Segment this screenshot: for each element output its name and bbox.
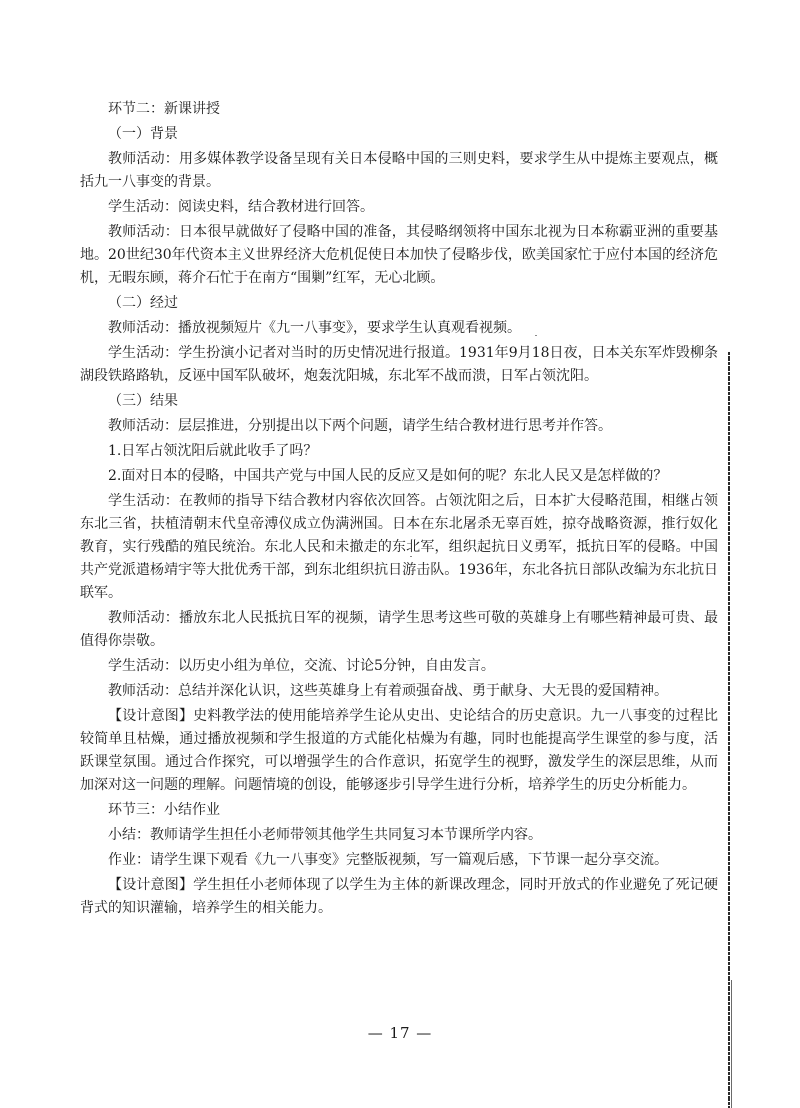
subheading-result: （三）结果 <box>108 393 178 409</box>
question-item: 1.日军占领沈阳后就此收手了吗？ <box>108 443 318 459</box>
paragraph: 作业：请学生课下观看《九一八事变》完整版视频，写一篇观后感，下节课一起分享交流。 <box>108 852 668 868</box>
paragraph: 学生活动：学生扮演小记者对当时的历史情况进行报道。1931年9月18日夜，日本关东军炸毁柳条湖段铁路路轨，反诬中国军队破坏，炮轰沈阳城，东北军不战而溃，日军占领沈阳。 <box>80 345 718 384</box>
page-number: — 17 — <box>367 1024 433 1042</box>
paragraph: 教师活动：播放视频短片《九一八事变》，要求学生认真观看视频。 <box>108 320 521 336</box>
paragraph: 教师活动：用多媒体教学设备呈现有关日本侵略中国的三则史料，要求学生从中提炼主要观点，概括九一八事变的背景。 <box>80 151 718 190</box>
paragraph: 教师活动：日本很早就做好了侵略中国的准备，其侵略纲领将中国东北视为日本称霸亚洲的重要基地。20世纪30年代资本主义世界经济大危机促使日本加快了侵略步伐，欧美国家忙于应付本国的经济危机，无暇东顾，蒋介石忙于在南方“围剿”红军，无心北顾。 <box>80 224 718 286</box>
paragraph: 教师活动：播放东北人民抵抗日军的视频，请学生思考这些可敬的英雄身上有哪些精神最可贵、最值得你崇敬。 <box>80 610 718 649</box>
design-intent: 【设计意图】史料教学法的使用能培养学生论从史出、史论结合的历史意识。九一八事变的过程比较简单且枯燥，通过播放视频和学生报道的方式能化枯燥为有趣，同时也能提高学生课堂的参与度，活跃课堂氛围。通过合作探究，可以增强学生的合作意识，拓宽学生的视野，激发学生的深层思维，从而加深对这一问题的理解。问题情境的创设，能够逐步引导学生进行分析，培养学生的历史分析能力。 <box>80 708 718 793</box>
scan-speck <box>410 556 412 557</box>
scan-edge-artifact <box>728 352 730 1108</box>
paragraph: 学生活动：阅读史料，结合教材进行回答。 <box>108 199 374 215</box>
scan-edge-artifact <box>731 980 732 1108</box>
subheading-background: （一）背景 <box>108 126 178 142</box>
paragraph: 小结：教师请学生担任小老师带领其他学生共同复习本节课所学内容。 <box>108 827 542 843</box>
document-body <box>80 98 718 922</box>
paragraph: 学生活动：在教师的指导下结合教材内容依次回答。占领沈阳之后，日本扩大侵略范围，相继占领东北三省，扶植清朝末代皇帝溥仪成立伪满洲国。日本在东北屠杀无辜百姓，掠夺战略资源，推行奴化教育，实行残酷的殖民统治。东北人民和未撤走的东北军，组织起抗日义勇军，抵抗日军的侵略。中国共产党派遣杨靖宇等大批优秀干部，到东北组织抗日游击队。1936年，东北各抗日部队改编为东北抗日联军。 <box>80 493 718 601</box>
paragraph: 教师活动：层层推进，分别提出以下两个问题，请学生结合教材进行思考并作答。 <box>108 418 612 434</box>
scan-speck <box>535 335 537 336</box>
paragraph: 学生活动：以历史小组为单位，交流、讨论5分钟，自由发言。 <box>108 658 495 674</box>
section-heading-3: 环节三：小结作业 <box>108 802 220 818</box>
section-heading-2: 环节二：新课讲授 <box>108 101 220 117</box>
design-intent: 【设计意图】学生担任小老师体现了以学生为主体的新课改理念，同时开放式的作业避免了死记硬背式的知识灌输，培养学生的相关能力。 <box>80 877 718 916</box>
paragraph: 教师活动：总结并深化认识，这些英雄身上有着顽强奋战、勇于献身、大无畏的爱国精神。 <box>108 683 668 699</box>
subheading-process: （二）经过 <box>108 295 178 311</box>
question-item: 2.面对日本的侵略，中国共产党与中国人民的反应又是如何的呢？东北人民又是怎样做的？ <box>108 468 668 484</box>
